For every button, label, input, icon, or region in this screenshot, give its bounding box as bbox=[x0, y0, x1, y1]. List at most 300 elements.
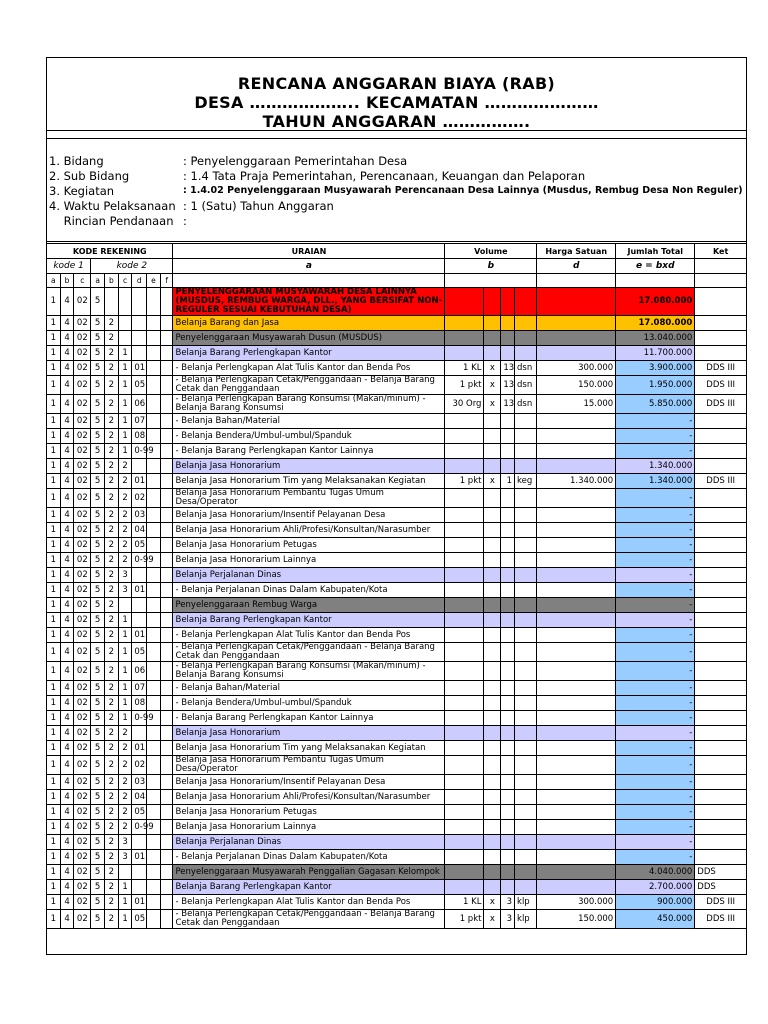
volume-times bbox=[484, 459, 501, 474]
kode-cell: 1 bbox=[47, 331, 61, 346]
kode-cell: 5 bbox=[91, 598, 105, 613]
jumlah-total-cell: - bbox=[616, 775, 695, 790]
ket-cell bbox=[695, 613, 747, 628]
uraian-cell: Belanja Jasa Honorarium bbox=[173, 726, 445, 741]
ket-cell bbox=[695, 805, 747, 820]
volume-unit bbox=[515, 598, 537, 613]
kode-cell: 2 bbox=[104, 850, 118, 865]
kode-cell: 5 bbox=[91, 613, 105, 628]
harga-satuan-cell bbox=[537, 508, 616, 523]
kode-cell bbox=[160, 538, 173, 553]
volume-count bbox=[501, 775, 515, 790]
kode-cell: 1 bbox=[118, 346, 132, 361]
kode-cell: 02 bbox=[74, 790, 91, 805]
kode-cell: 05 bbox=[132, 805, 147, 820]
kode-cell: 2 bbox=[118, 489, 132, 508]
volume-qty bbox=[445, 711, 484, 726]
label-kode-1: kode 1 bbox=[47, 259, 91, 274]
kode-cell bbox=[160, 474, 173, 489]
kode-cell bbox=[147, 628, 161, 643]
kode-cell: 4 bbox=[60, 741, 74, 756]
kode-cell bbox=[160, 820, 173, 835]
volume-times bbox=[484, 726, 501, 741]
kode-cell: 05 bbox=[132, 538, 147, 553]
kode-cell: 5 bbox=[91, 726, 105, 741]
sublabel: c bbox=[74, 274, 91, 288]
kode-cell bbox=[147, 414, 161, 429]
kode-cell bbox=[147, 741, 161, 756]
volume-times bbox=[484, 429, 501, 444]
kode-cell: 4 bbox=[60, 376, 74, 395]
uraian-cell: Belanja Jasa Honorarium/Insentif Pelayanan Desa bbox=[173, 508, 445, 523]
kode-cell: 02 bbox=[74, 523, 91, 538]
kode-cell: 1 bbox=[118, 395, 132, 414]
jumlah-total-cell: - bbox=[616, 538, 695, 553]
volume-times bbox=[484, 696, 501, 711]
kode-cell: 2 bbox=[104, 790, 118, 805]
kode-cell bbox=[160, 346, 173, 361]
uraian-cell: - Belanja Perjalanan Dinas Dalam Kabupaten/Kota bbox=[173, 583, 445, 598]
kode-cell: 4 bbox=[60, 489, 74, 508]
volume-unit bbox=[515, 726, 537, 741]
jumlah-total-cell: 900.000 bbox=[616, 895, 695, 910]
volume-times bbox=[484, 741, 501, 756]
uraian-cell: Belanja Jasa Honorarium bbox=[173, 459, 445, 474]
kode-cell: 1 bbox=[47, 643, 61, 662]
kode-cell bbox=[118, 865, 132, 880]
kode-cell bbox=[147, 288, 161, 316]
kode-cell: 1 bbox=[47, 775, 61, 790]
jumlah-total-cell: - bbox=[616, 790, 695, 805]
kode-cell: 02 bbox=[132, 489, 147, 508]
volume-qty bbox=[445, 583, 484, 598]
kode-cell: 0-99 bbox=[132, 553, 147, 568]
kode-cell: 1 bbox=[118, 895, 132, 910]
info-value: : 1.4 Tata Praja Pemerintahan, Perencanaan, Keuangan dan Pelaporan bbox=[183, 169, 586, 183]
kode-cell: 02 bbox=[74, 756, 91, 775]
volume-count bbox=[501, 662, 515, 681]
kode-cell: 2 bbox=[104, 508, 118, 523]
uraian-cell: - Belanja Perlengkapan Alat Tulis Kantor dan Benda Pos bbox=[173, 628, 445, 643]
harga-satuan-cell bbox=[537, 288, 616, 316]
kode-cell: 4 bbox=[60, 696, 74, 711]
volume-unit bbox=[515, 523, 537, 538]
harga-satuan-cell bbox=[537, 459, 616, 474]
jumlah-total-cell: 5.850.000 bbox=[616, 395, 695, 414]
table-row bbox=[47, 880, 747, 895]
volume-qty bbox=[445, 865, 484, 880]
kode-cell: 3 bbox=[118, 583, 132, 598]
uraian-cell: - Belanja Bendera/Umbul-umbul/Spanduk bbox=[173, 696, 445, 711]
uraian-cell: Belanja Jasa Honorarium Ahli/Profesi/Konsultan/Narasumber bbox=[173, 790, 445, 805]
kode-cell bbox=[147, 850, 161, 865]
kode-cell: 2 bbox=[118, 538, 132, 553]
kode-cell: 1 bbox=[118, 376, 132, 395]
kode-cell bbox=[132, 316, 147, 331]
kode-cell bbox=[160, 613, 173, 628]
table-row bbox=[47, 508, 747, 523]
kode-cell: 2 bbox=[104, 346, 118, 361]
volume-unit bbox=[515, 489, 537, 508]
kode-cell: 4 bbox=[60, 288, 74, 316]
volume-unit bbox=[515, 508, 537, 523]
kode-cell: 4 bbox=[60, 820, 74, 835]
kode-cell: 4 bbox=[60, 756, 74, 775]
ket-cell: DDS III bbox=[695, 361, 747, 376]
kode-cell bbox=[160, 331, 173, 346]
kode-cell: 1 bbox=[47, 376, 61, 395]
sublabel: f bbox=[160, 274, 173, 288]
uraian-cell: Penyelenggaraan Rembug Warga bbox=[173, 598, 445, 613]
kode-cell: 2 bbox=[104, 820, 118, 835]
kode-cell: 02 bbox=[74, 508, 91, 523]
ket-cell: DDS III bbox=[695, 395, 747, 414]
sublabel: a bbox=[91, 274, 105, 288]
kode-cell: 5 bbox=[91, 583, 105, 598]
kode-cell: 2 bbox=[118, 756, 132, 775]
table-row bbox=[47, 444, 747, 459]
kode-cell: 2 bbox=[104, 662, 118, 681]
label-e: e = bxd bbox=[616, 259, 695, 274]
kode-cell: 1 bbox=[47, 444, 61, 459]
volume-times: x bbox=[484, 376, 501, 395]
harga-satuan-cell bbox=[537, 775, 616, 790]
kode-cell: 2 bbox=[104, 583, 118, 598]
volume-count: 1 bbox=[501, 474, 515, 489]
kode-cell: 02 bbox=[74, 628, 91, 643]
jumlah-total-cell: - bbox=[616, 741, 695, 756]
kode-cell: 2 bbox=[104, 628, 118, 643]
label-ket-empty bbox=[695, 259, 747, 274]
kode-cell: 02 bbox=[74, 880, 91, 895]
volume-unit bbox=[515, 429, 537, 444]
volume-times bbox=[484, 508, 501, 523]
volume-count bbox=[501, 820, 515, 835]
kode-cell bbox=[104, 288, 118, 316]
kode-cell bbox=[132, 880, 147, 895]
jumlah-total-cell: - bbox=[616, 850, 695, 865]
uraian-cell: Belanja Jasa Honorarium/Insentif Pelayanan Desa bbox=[173, 775, 445, 790]
sublabel: b bbox=[60, 274, 74, 288]
kode-cell: 1 bbox=[47, 568, 61, 583]
uraian-cell: PENYELENGGARAAN MUSYAWARAH DESA LAINNYA (MUSDUS, REMBUG WARGA, DLL., YANG BERSIFAT NON-REGULER SESUAI KEBUTUHAN DESA) bbox=[173, 288, 445, 316]
volume-times bbox=[484, 568, 501, 583]
volume-unit bbox=[515, 583, 537, 598]
activity-info bbox=[46, 138, 747, 242]
table-sublabel-row bbox=[47, 274, 747, 288]
kode-cell: 04 bbox=[132, 523, 147, 538]
ket-cell: DDS III bbox=[695, 474, 747, 489]
volume-qty bbox=[445, 598, 484, 613]
kode-cell: 2 bbox=[104, 775, 118, 790]
kode-cell: 1 bbox=[118, 910, 132, 929]
volume-qty bbox=[445, 741, 484, 756]
kode-cell: 4 bbox=[60, 865, 74, 880]
ket-cell bbox=[695, 756, 747, 775]
volume-unit bbox=[515, 331, 537, 346]
kode-cell bbox=[160, 850, 173, 865]
kode-cell: 4 bbox=[60, 598, 74, 613]
volume-qty bbox=[445, 414, 484, 429]
kode-cell: 2 bbox=[104, 696, 118, 711]
kode-cell: 2 bbox=[104, 523, 118, 538]
kode-cell: 1 bbox=[118, 681, 132, 696]
harga-satuan-cell bbox=[537, 696, 616, 711]
kode-cell: 2 bbox=[118, 805, 132, 820]
kode-cell: 5 bbox=[91, 395, 105, 414]
table-row bbox=[47, 376, 747, 395]
kode-cell: 4 bbox=[60, 880, 74, 895]
volume-times bbox=[484, 775, 501, 790]
jumlah-total-cell: - bbox=[616, 628, 695, 643]
kode-cell: 2 bbox=[104, 895, 118, 910]
kode-cell: 5 bbox=[91, 790, 105, 805]
kode-cell: 2 bbox=[118, 741, 132, 756]
kode-cell bbox=[147, 880, 161, 895]
kode-cell: 5 bbox=[91, 376, 105, 395]
table-row bbox=[47, 474, 747, 489]
volume-times bbox=[484, 628, 501, 643]
ket-cell bbox=[695, 741, 747, 756]
kode-cell bbox=[160, 880, 173, 895]
harga-satuan-cell: 150.000 bbox=[537, 910, 616, 929]
volume-count: 3 bbox=[501, 895, 515, 910]
harga-satuan-cell bbox=[537, 880, 616, 895]
harga-satuan-cell bbox=[537, 523, 616, 538]
kode-cell: 5 bbox=[91, 568, 105, 583]
kode-cell: 5 bbox=[91, 414, 105, 429]
ket-cell bbox=[695, 835, 747, 850]
ket-cell bbox=[695, 414, 747, 429]
volume-qty bbox=[445, 696, 484, 711]
table-row bbox=[47, 346, 747, 361]
ket-cell: DDS III bbox=[695, 910, 747, 929]
uraian-cell: Belanja Jasa Honorarium Ahli/Profesi/Konsultan/Narasumber bbox=[173, 523, 445, 538]
volume-count bbox=[501, 613, 515, 628]
kode-cell bbox=[147, 726, 161, 741]
jumlah-total-cell: - bbox=[616, 726, 695, 741]
ket-cell bbox=[695, 316, 747, 331]
volume-unit bbox=[515, 850, 537, 865]
kode-cell: 4 bbox=[60, 850, 74, 865]
volume-count bbox=[501, 628, 515, 643]
kode-cell: 1 bbox=[47, 850, 61, 865]
kode-cell: 4 bbox=[60, 523, 74, 538]
volume-qty bbox=[445, 316, 484, 331]
kode-cell: 1 bbox=[118, 613, 132, 628]
kode-cell: 2 bbox=[104, 865, 118, 880]
info-key: 1. Bidang bbox=[49, 154, 104, 168]
kode-cell: 4 bbox=[60, 444, 74, 459]
kode-cell: 02 bbox=[74, 662, 91, 681]
kode-cell: 2 bbox=[104, 331, 118, 346]
kode-cell bbox=[160, 726, 173, 741]
kode-cell: 02 bbox=[74, 346, 91, 361]
table-row bbox=[47, 459, 747, 474]
jumlah-total-cell: - bbox=[616, 696, 695, 711]
uraian-cell: Belanja Jasa Honorarium Tim yang Melaksanakan Kegiatan bbox=[173, 741, 445, 756]
kode-cell: 3 bbox=[118, 568, 132, 583]
volume-unit bbox=[515, 643, 537, 662]
volume-count bbox=[501, 726, 515, 741]
info-key: 3. Kegiatan bbox=[49, 184, 115, 198]
table-row bbox=[47, 553, 747, 568]
kode-cell: 5 bbox=[91, 489, 105, 508]
volume-times bbox=[484, 681, 501, 696]
kode-cell: 2 bbox=[104, 538, 118, 553]
kode-cell bbox=[147, 346, 161, 361]
jumlah-total-cell: 1.340.000 bbox=[616, 474, 695, 489]
kode-cell bbox=[160, 598, 173, 613]
kode-cell bbox=[118, 288, 132, 316]
jumlah-total-cell: 2.700.000 bbox=[616, 880, 695, 895]
sublabel: c bbox=[118, 274, 132, 288]
kode-cell: 02 bbox=[74, 643, 91, 662]
kode-cell: 2 bbox=[104, 474, 118, 489]
kode-cell: 4 bbox=[60, 316, 74, 331]
kode-cell: 02 bbox=[74, 696, 91, 711]
volume-count bbox=[501, 643, 515, 662]
kode-cell bbox=[147, 895, 161, 910]
kode-cell: 1 bbox=[47, 395, 61, 414]
kode-cell bbox=[160, 316, 173, 331]
volume-unit bbox=[515, 820, 537, 835]
kode-cell: 4 bbox=[60, 805, 74, 820]
kode-cell bbox=[132, 459, 147, 474]
kode-cell bbox=[147, 489, 161, 508]
volume-times bbox=[484, 790, 501, 805]
kode-cell: 02 bbox=[74, 459, 91, 474]
harga-satuan-cell bbox=[537, 444, 616, 459]
kode-cell: 4 bbox=[60, 414, 74, 429]
kode-cell: 4 bbox=[60, 910, 74, 929]
table-row bbox=[47, 895, 747, 910]
harga-satuan-cell bbox=[537, 429, 616, 444]
harga-satuan-cell: 300.000 bbox=[537, 361, 616, 376]
harga-satuan-cell bbox=[537, 583, 616, 598]
harga-satuan-cell bbox=[537, 850, 616, 865]
kode-cell bbox=[160, 459, 173, 474]
volume-qty bbox=[445, 880, 484, 895]
table-row bbox=[47, 613, 747, 628]
uraian-cell: Belanja Jasa Honorarium Petugas bbox=[173, 805, 445, 820]
harga-satuan-cell: 300.000 bbox=[537, 895, 616, 910]
kode-cell: 02 bbox=[74, 613, 91, 628]
volume-qty bbox=[445, 790, 484, 805]
kode-cell: 1 bbox=[47, 583, 61, 598]
uraian-cell: Belanja Jasa Honorarium Pembantu Tugas Umum Desa/Operator bbox=[173, 489, 445, 508]
kode-cell: 02 bbox=[74, 835, 91, 850]
kode-cell: 4 bbox=[60, 538, 74, 553]
kode-cell bbox=[132, 598, 147, 613]
volume-count bbox=[501, 444, 515, 459]
harga-satuan-cell: 150.000 bbox=[537, 376, 616, 395]
volume-times: x bbox=[484, 395, 501, 414]
kode-cell: 01 bbox=[132, 741, 147, 756]
uraian-cell: - Belanja Perlengkapan Barang Konsumsi (Makan/minum) - Belanja Barang Konsumsi bbox=[173, 395, 445, 414]
kode-cell: 01 bbox=[132, 895, 147, 910]
volume-count bbox=[501, 711, 515, 726]
kode-cell: 2 bbox=[104, 429, 118, 444]
header-ket: Ket bbox=[695, 244, 747, 259]
kode-cell: 2 bbox=[118, 775, 132, 790]
table-row bbox=[47, 865, 747, 880]
kode-cell bbox=[132, 568, 147, 583]
volume-qty bbox=[445, 538, 484, 553]
kode-cell: 1 bbox=[47, 538, 61, 553]
kode-cell: 1 bbox=[47, 865, 61, 880]
table-row bbox=[47, 568, 747, 583]
kode-cell: 2 bbox=[104, 489, 118, 508]
volume-times bbox=[484, 880, 501, 895]
kode-cell: 02 bbox=[132, 756, 147, 775]
kode-cell bbox=[147, 583, 161, 598]
volume-qty bbox=[445, 331, 484, 346]
kode-cell bbox=[160, 662, 173, 681]
volume-unit bbox=[515, 775, 537, 790]
kode-cell: 2 bbox=[104, 711, 118, 726]
volume-unit: dsn bbox=[515, 395, 537, 414]
volume-unit bbox=[515, 444, 537, 459]
uraian-cell: - Belanja Bahan/Material bbox=[173, 681, 445, 696]
info-value: : 1 (Satu) Tahun Anggaran bbox=[183, 199, 334, 213]
harga-satuan-cell bbox=[537, 662, 616, 681]
kode-cell: 02 bbox=[74, 395, 91, 414]
uraian-cell: Belanja Jasa Honorarium Lainnya bbox=[173, 553, 445, 568]
jumlah-total-cell: - bbox=[616, 681, 695, 696]
kode-cell: 02 bbox=[74, 361, 91, 376]
kode-cell: 1 bbox=[47, 681, 61, 696]
kode-cell: 2 bbox=[104, 880, 118, 895]
kode-cell: 5 bbox=[91, 508, 105, 523]
kode-cell bbox=[160, 508, 173, 523]
kode-cell: 2 bbox=[104, 726, 118, 741]
volume-count bbox=[501, 583, 515, 598]
jumlah-total-cell: 11.700.000 bbox=[616, 346, 695, 361]
kode-cell: 02 bbox=[74, 598, 91, 613]
table-row bbox=[47, 696, 747, 711]
kode-cell bbox=[160, 376, 173, 395]
kode-cell bbox=[147, 331, 161, 346]
jumlah-total-cell: - bbox=[616, 662, 695, 681]
kode-cell: 2 bbox=[104, 756, 118, 775]
volume-qty bbox=[445, 613, 484, 628]
kode-cell: 02 bbox=[74, 865, 91, 880]
kode-cell bbox=[160, 835, 173, 850]
volume-count bbox=[501, 696, 515, 711]
kode-cell: 2 bbox=[118, 820, 132, 835]
volume-times bbox=[484, 316, 501, 331]
volume-count bbox=[501, 538, 515, 553]
harga-satuan-cell bbox=[537, 538, 616, 553]
kode-cell: 1 bbox=[47, 553, 61, 568]
kode-cell: 5 bbox=[91, 346, 105, 361]
volume-qty bbox=[445, 820, 484, 835]
kode-cell bbox=[132, 331, 147, 346]
kode-cell: 1 bbox=[47, 361, 61, 376]
table-row bbox=[47, 361, 747, 376]
volume-qty bbox=[445, 850, 484, 865]
harga-satuan-cell bbox=[537, 741, 616, 756]
volume-count bbox=[501, 288, 515, 316]
kode-cell: 5 bbox=[91, 361, 105, 376]
ket-cell: DDS III bbox=[695, 895, 747, 910]
kode-cell bbox=[147, 790, 161, 805]
header-uraian: URAIAN bbox=[173, 244, 445, 259]
kode-cell: 2 bbox=[104, 414, 118, 429]
volume-unit bbox=[515, 662, 537, 681]
volume-count: 13 bbox=[501, 395, 515, 414]
